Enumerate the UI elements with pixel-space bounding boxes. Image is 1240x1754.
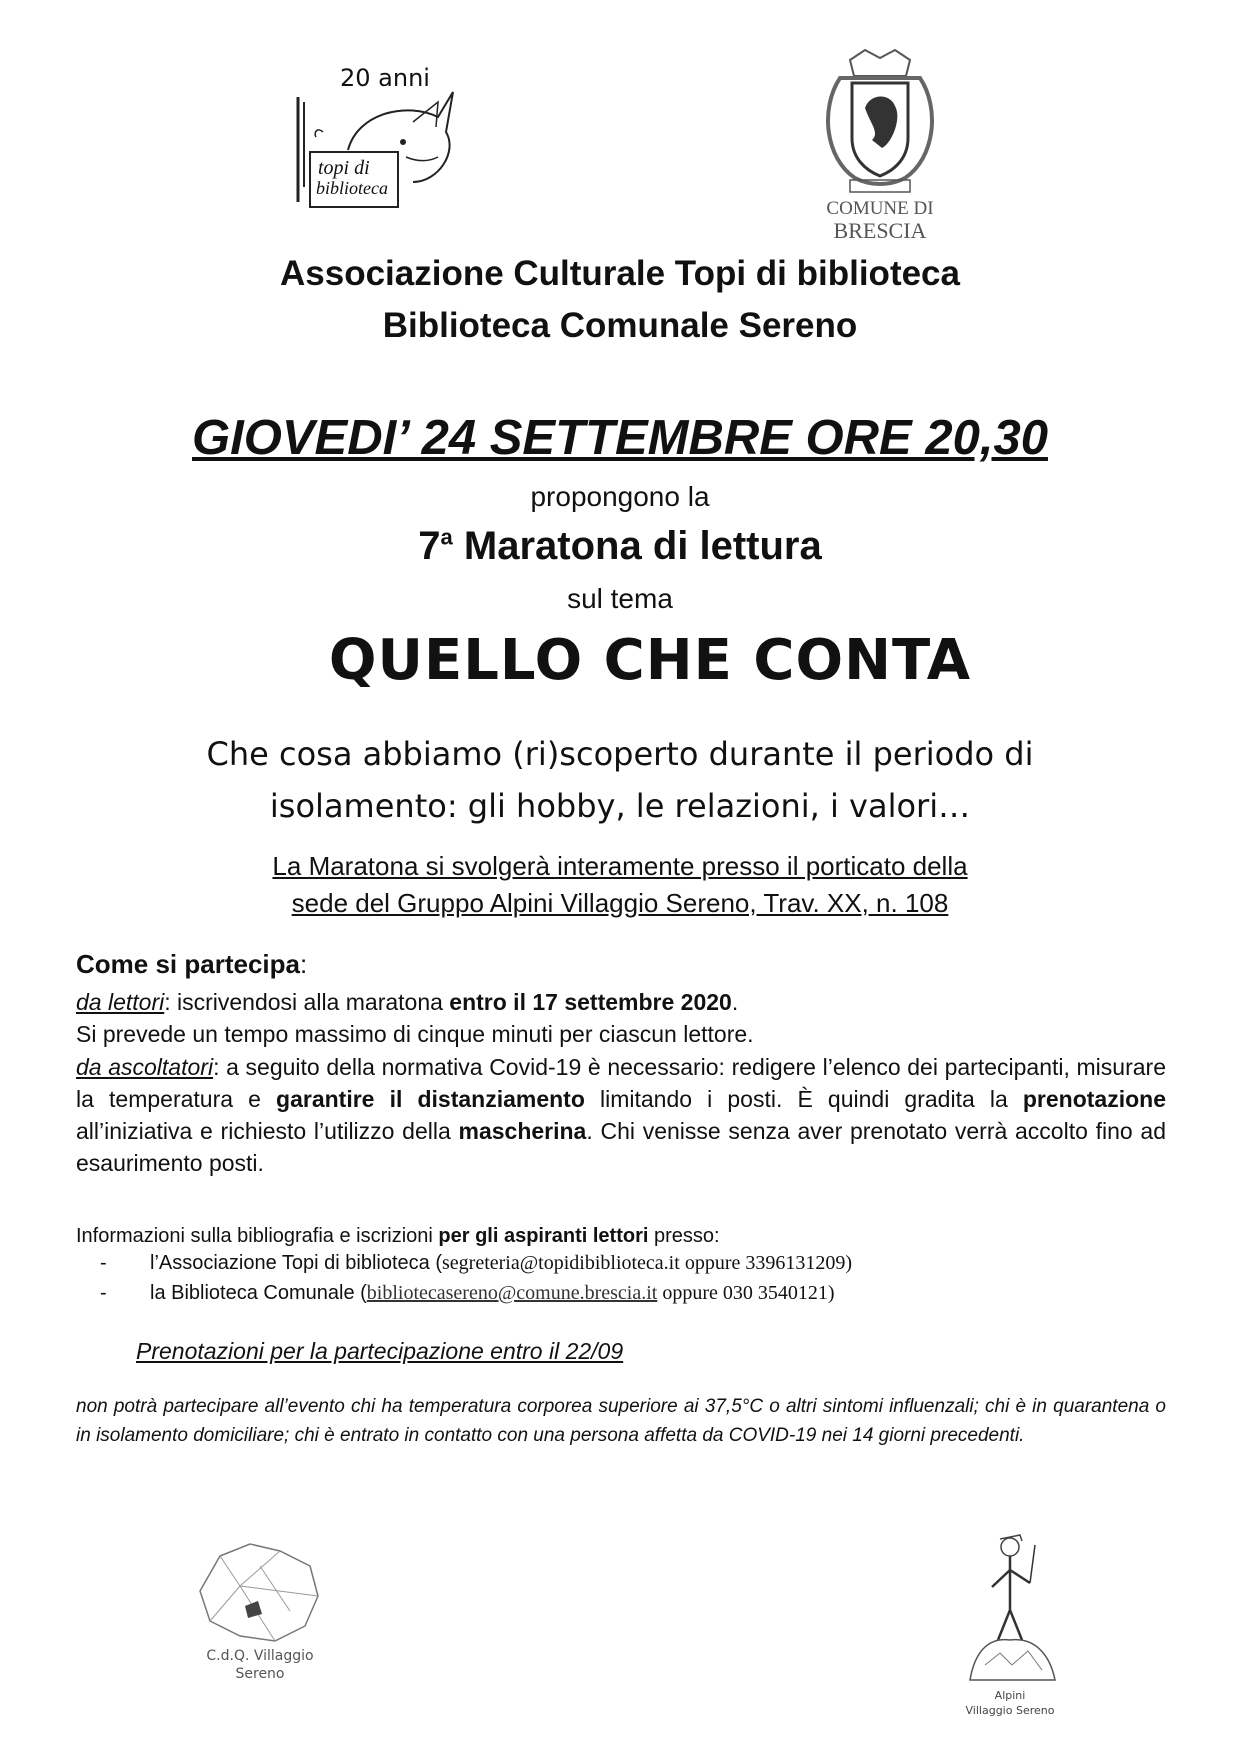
participation-heading <box>76 948 1166 980</box>
listeners-text-1: : a seguito della normativa Covid-19 è necessario: redigere l’elenco dei partecipanti, misurare la temperatura e <box>76 1054 1166 1112</box>
contact-email-link[interactable]: bibliotecasereno@comune.brescia.it <box>366 1282 658 1304</box>
event-subtitle <box>0 728 1240 832</box>
event-date: GIOVEDI’ 24 SETTEMBRE ORE 20,30 <box>192 411 1048 465</box>
contact-prefix: la Biblioteca Comunale ( <box>150 1282 367 1304</box>
booking-deadline: Prenotazioni per la partecipazione entro il 22/09 <box>136 1338 624 1364</box>
association-name: Associazione Culturale Topi di biblioteca <box>279 254 960 293</box>
district-map-icon <box>190 1536 330 1651</box>
logo-cdq-line1: C.d.Q. Villaggio <box>206 1648 314 1664</box>
contact-dash: - <box>100 1282 107 1304</box>
library-name: Biblioteca Comunale Sereno <box>382 306 858 345</box>
contact-dash: - <box>100 1252 107 1274</box>
event-venue-line1: La Maratona si svolgerà interamente presso il porticato della <box>272 851 968 881</box>
readers-line2: Si prevede un tempo massimo di cinque minuti per ciascun lettore. <box>76 1021 754 1047</box>
info-intro-bold: per gli aspiranti lettori <box>438 1225 649 1247</box>
readers-label: da lettori <box>76 989 165 1015</box>
theme-intro: sul tema <box>567 583 673 614</box>
listeners-text-3: all’iniziativa e richiesto l’utilizzo della <box>76 1118 459 1144</box>
logo-alpini-line1: Alpini <box>994 1689 1026 1702</box>
edition-superscript: a <box>440 524 453 550</box>
listeners-paragraph <box>76 1051 1166 1179</box>
alpini-villaggio-sereno-logo <box>950 1525 1070 1725</box>
event-theme: QUELLO CHE CONTA <box>328 628 972 693</box>
info-intro <box>76 1222 1166 1250</box>
logo-topi-text-1: topi di <box>318 157 370 179</box>
readers-deadline: entro il 17 settembre 2020 <box>449 989 732 1015</box>
logo-topi-text-2: biblioteca <box>316 178 388 198</box>
alpine-soldier-icon <box>950 1525 1070 1685</box>
health-note: non potrà partecipare all’evento chi ha temperatura corporea superiore ai 37,5°C o altri sintomi influenzali; chi è in quarantena o in isolamento domiciliare; chi è entrato in contatto con una persona affetta da COVID-19 nei 14 giorni precedenti. <box>76 1396 1166 1446</box>
listeners-bold-1: garantire il distanziamento <box>276 1086 585 1112</box>
event-subtitle-line2: isolamento: gli hobby, le relazioni, i valori… <box>269 787 971 825</box>
propose-text: propongono la <box>530 481 710 512</box>
cdq-villaggio-sereno-logo <box>190 1536 330 1691</box>
edition-number: 7 <box>418 524 441 568</box>
contact-row <box>100 1252 852 1275</box>
listeners-bold-3: mascherina <box>458 1118 587 1144</box>
participation-heading-text: Come si partecipa <box>76 949 300 979</box>
readers-line <box>76 986 1166 1018</box>
readers-text-1: : iscrivendosi alla maratona <box>164 989 450 1015</box>
listeners-text-2: limitando i posti. È quindi gradita la <box>584 1086 1023 1112</box>
contact-suffix: oppure 3396131209) <box>679 1252 853 1274</box>
logo-topi-anniversary: 20 anni <box>340 64 430 92</box>
contact-suffix: oppure 030 3540121) <box>657 1282 835 1304</box>
readers-text-2: . <box>731 989 739 1015</box>
contact-prefix: l’Associazione Topi di biblioteca ( <box>150 1252 443 1274</box>
info-intro-2: presso: <box>648 1225 720 1247</box>
info-intro-1: Informazioni sulla bibliografia e iscrizioni <box>76 1225 439 1247</box>
event-venue-line2: sede del Gruppo Alpini Villaggio Sereno, Trav. XX, n. 108 <box>291 888 949 918</box>
comune-di-brescia-logo <box>810 48 950 243</box>
logo-comune-line2: BRESCIA <box>833 218 927 243</box>
logo-alpini-line2: Villaggio Sereno <box>965 1704 1055 1717</box>
listeners-label: da ascoltatori <box>76 1054 214 1080</box>
participation-heading-colon: : <box>299 949 308 979</box>
contact-row <box>100 1282 835 1305</box>
event-venue <box>0 848 1240 922</box>
event-title-text: Maratona di lettura <box>463 524 822 568</box>
logo-comune-line1: COMUNE DI <box>826 198 934 219</box>
logo-cdq-line2: Sereno <box>235 1666 285 1682</box>
contact-email-link[interactable]: segreteria@topidibiblioteca.it <box>442 1252 680 1274</box>
event-subtitle-line1: Che cosa abbiamo (ri)scoperto durante il periodo di <box>206 735 1034 773</box>
topi-di-biblioteca-logo <box>288 62 468 212</box>
coat-of-arms-icon <box>810 48 950 198</box>
event-title <box>0 524 1240 569</box>
listeners-bold-2: prenotazione <box>1022 1086 1166 1112</box>
listeners-text-4: . Chi venisse senza aver prenotato verrà accolto fino ad esaurimento posti. <box>76 1118 1166 1176</box>
